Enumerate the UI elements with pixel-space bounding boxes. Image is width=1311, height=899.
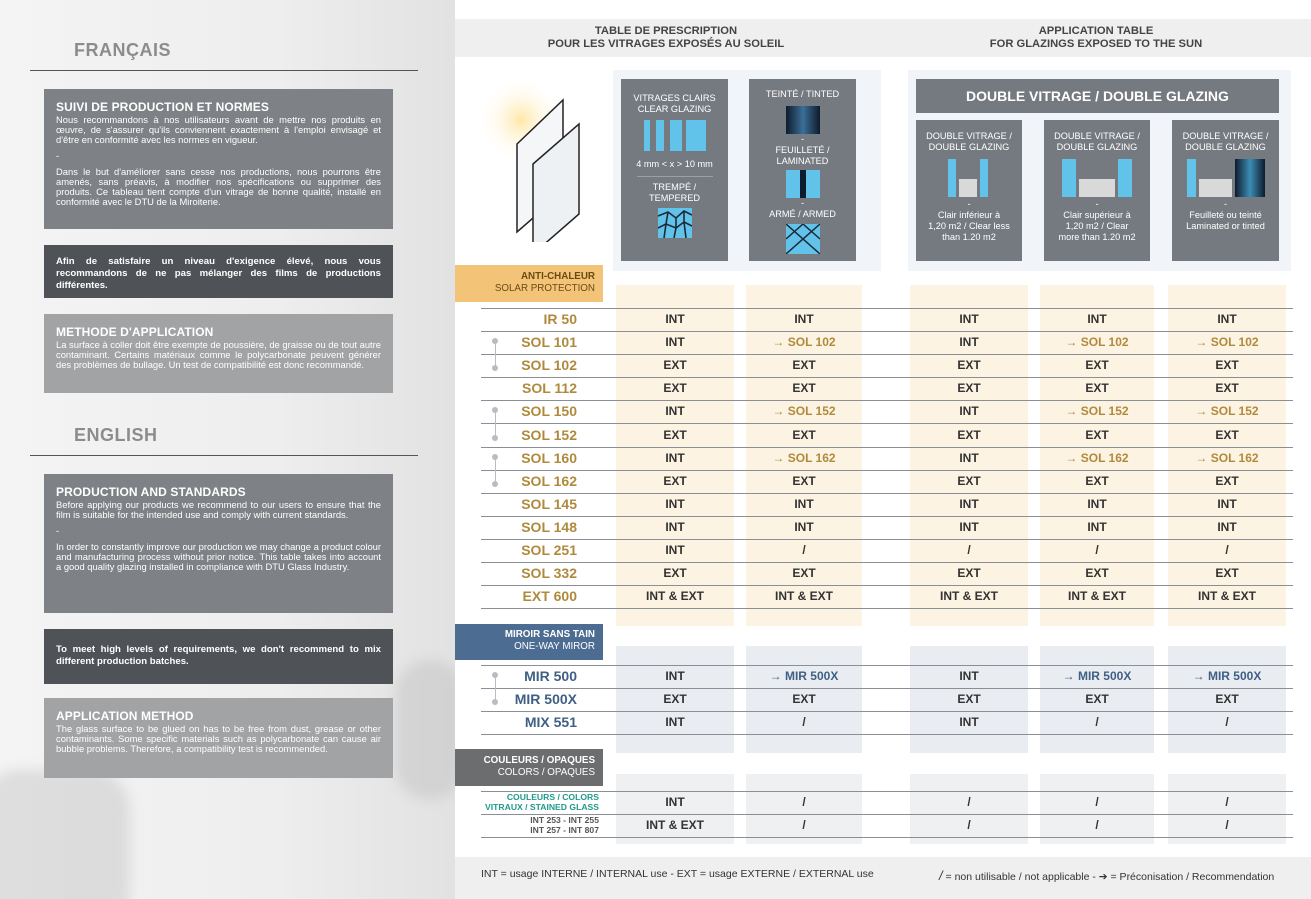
table-cell: EXT [1085,692,1109,706]
armed-label: ARMÉ / ARMED [769,209,836,219]
table-cell: INT [1087,496,1107,511]
legend-footer [455,857,1311,899]
en-production-title: PRODUCTION AND STANDARDS [56,485,246,499]
table-cell: INT [959,519,979,534]
table-cell: EXT [957,358,981,373]
tinted-glazing-card [749,79,856,261]
table-cell: INT [1217,496,1237,511]
clear-size: 4 mm < x > 10 mm [636,159,713,169]
double1-desc-2: 1,20 m2 / Clear less [928,221,1010,231]
table-cell: EXT [1215,358,1239,373]
table-cell: INT [959,404,979,419]
table-cell: EXT [663,473,687,488]
row-divider [481,711,1293,712]
slash-symbol: / [939,868,943,883]
row-divider [481,423,1293,424]
legend-right [939,868,1274,883]
table-cell: INT [794,312,814,326]
french-heading: FRANÇAIS [74,40,171,60]
row-divider [481,814,1293,815]
double-glazing-card-1 [916,120,1022,261]
table-cell: EXT [792,427,816,442]
header-english-line2: FOR GLAZINGS EXPOSED TO THE SUN [989,38,1203,50]
table-cell: EXT [1215,692,1239,706]
double2-title-2: DOUBLE GLAZING [1056,142,1138,152]
double3-title-1: DOUBLE VITRAGE / [1182,131,1269,141]
double2-title-1: DOUBLE VITRAGE / [1054,131,1140,141]
table-cell: EXT [1215,427,1239,442]
header-english [945,25,1247,51]
laminated-glass-icon [786,170,820,198]
table-cell: INT [665,496,685,511]
double2-dash: - [1095,199,1099,209]
table-cell: → MIR 500X [1192,669,1262,683]
link-line [495,341,496,366]
en-requirement-text: To meet high levels of requirements, we don't recommend to mix different production batches. [56,644,381,667]
table-cell: INT [665,335,685,350]
row-label: MIR 500X [514,691,577,707]
fr-method-text: La surface à coller doit être exempte de poussière, de graisse ou de tout autre contaminant. Certains matériaux comme le polycarbonate peuvent générer des problèmes de bullage. Un test de compatibilité est donc recommandé. [56,339,381,370]
clear-glass-icon [644,120,706,152]
row-divider [481,791,1293,792]
table-cell: EXT [957,473,981,488]
row-label: IR 50 [543,311,577,327]
double2-desc-2: 1,20 m2 / Clear [1065,221,1129,231]
solar-section-fr: ANTI-CHALEUR [520,271,595,282]
row-divider [481,585,1293,586]
colors-col-bg-2 [746,774,862,844]
sun-glass-illustration [473,72,593,242]
row-label: SOL 145 [521,495,577,512]
row-divider [481,447,1293,448]
fr-method-title: METHODE D'APPLICATION [56,325,214,339]
table-cell: INT [665,795,685,809]
table-cell: / [802,795,806,809]
en-production-separator: - [56,525,60,536]
table-cell: INT & EXT [645,589,704,604]
double3-dash: - [1223,199,1228,209]
table-cell: INT & EXT [1197,589,1256,604]
tempered-glass-icon [658,208,692,238]
row-divider [481,493,1293,494]
table-cell: EXT [957,381,981,396]
row-label: SOL 160 [521,449,577,466]
table-cell: INT & EXT [939,589,998,604]
double-glazing-banner [916,79,1279,113]
double-glazing-large-icon [1062,159,1132,199]
table-cell: → SOL 152 [772,404,836,419]
link-line [495,457,496,482]
link-dot [492,435,498,441]
link-line [495,675,496,700]
table-cell: → SOL 162 [1065,450,1129,465]
tinted-dash-2: - [800,198,805,208]
french-divider [30,70,418,71]
double3-desc-1: Feuilleté ou teinté [1189,210,1262,220]
double3-title-2: DOUBLE GLAZING [1185,142,1266,152]
table-cell: INT [959,715,979,729]
table-cell: → SOL 152 [1065,404,1129,419]
hand-shadow-decoration-right [395,660,455,800]
table-cell: / [802,715,806,729]
en-production-text-1: Before applying our products we recommend to our users to ensure that the film is suitable for the intended use and comply with current standards. [56,499,381,520]
row-label: SOL 332 [521,565,577,582]
row-divider [481,516,1293,517]
arrow-icon: ➔ [1098,871,1108,883]
double1-desc-3: than 1.20 m2 [942,232,996,242]
table-cell: EXT [792,692,816,706]
color-row-label-line1: COULEURS / COLORS [506,792,599,802]
row-divider [481,562,1293,563]
table-cell: EXT [792,473,816,488]
fr-production-title: SUIVI DE PRODUCTION ET NORMES [56,100,269,114]
table-cell: / [802,543,806,557]
row-divider [481,688,1293,689]
table-cell: / [967,543,971,557]
tinted-title: TEINTÉ / TINTED [765,89,840,99]
armed-glass-icon [786,224,820,254]
colors-col-bg-5 [1168,774,1286,844]
double2-desc-1: Clair supérieur à [1063,210,1131,220]
color-row-label-line2: INT 257 - INT 807 [530,825,599,835]
table-cell: EXT [1085,381,1109,396]
table-cell: EXT [792,381,816,396]
table-cell: → SOL 162 [772,450,836,465]
legend-left: INT = usage INTERNE / INTERNAL use - EXT = usage EXTERNE / EXTERNAL use [481,868,874,880]
table-cell: EXT [1085,566,1109,581]
hand-shadow-decoration [0,770,130,899]
table-cell: EXT [663,427,687,442]
row-divider [481,665,1293,666]
row-divider [481,308,1293,309]
fr-method-box [44,314,393,393]
mirror-section-fr: MIROIR SANS TAIN [504,629,595,640]
double-glazing-banner-text: DOUBLE VITRAGE / DOUBLE GLAZING [966,88,1229,104]
row-label: SOL 102 [521,357,577,374]
table-cell: INT [959,335,979,350]
table-cell: EXT [1215,566,1239,581]
table-cell: / [1095,795,1099,809]
colors-section-en: COLORS / OPAQUES [497,767,595,778]
row-label: SOL 162 [521,472,577,489]
link-line [495,410,496,435]
table-cell: EXT [663,566,687,581]
double3-desc-2: Laminated or tinted [1186,221,1265,231]
table-cell: INT [959,496,979,511]
table-cell: INT [794,519,814,534]
table-cell: EXT [1215,381,1239,396]
header-french [515,25,817,51]
laminated-label-1: FEUILLETÉ / [775,145,830,155]
table-cell: INT [1217,519,1237,534]
table-cell: EXT [957,692,981,706]
row-label: SOL 150 [521,403,577,420]
en-method-title: APPLICATION METHOD [56,709,194,723]
table-cell: → SOL 152 [1195,404,1259,419]
mirror-section-band [455,624,603,660]
colors-col-bg-1 [616,774,734,844]
row-label: SOL 148 [521,518,577,535]
colors-section-band [455,749,603,786]
fr-requirement-box [44,245,393,298]
clear-title-1: VITRAGES CLAIRS [633,93,716,103]
fr-production-text-1: Nous recommandons à nos utilisateurs avant de mettre nos produits en œuvre, de s'assurer qu'ils conviennent exactement à l'emploi envisagé et d'être en conformité avec les normes en vigueur. [56,114,381,145]
link-dot [492,454,498,460]
en-production-text-2: In order to constantly improve our production we may change a product colour and manufacturing process without prior notice. This table takes into account a good quality glazing installed in compliance with DTU Glass Industry. [56,541,381,572]
table-cell: INT & EXT [645,818,704,832]
table-cell: INT & EXT [1067,589,1126,604]
table-cell: INT [665,669,685,683]
header-french-line1: TABLE DE PRESCRIPTION [594,25,738,37]
table-cell: / [802,818,806,832]
fr-production-separator: - [56,150,60,161]
colors-col-bg-4 [1040,774,1154,844]
table-cell: / [1095,818,1099,832]
solar-section-en: SOLAR PROTECTION [494,283,595,294]
tempered-label-1: TREMPÉ / [652,182,697,192]
link-dot [492,672,498,678]
table-cell: INT [665,543,685,557]
table-cell: → SOL 102 [1065,335,1129,350]
table-cell: INT [794,496,814,511]
double-glazing-card-2 [1044,120,1150,261]
table-cell: EXT [1085,473,1109,488]
color-row-label-line1: INT 253 - INT 255 [530,815,599,825]
clear-divider [637,176,713,177]
row-divider [481,354,1293,355]
table-cell: → MIR 500X [1062,669,1132,683]
fr-production-text-2: Dans le but d'améliorer sans cesse nos productions, nous pourrons être amenés, sans préavis, à modifier nos spécifications ou supprimer des produits. Ce tableau tient compte d'un vitrage de bonne qualité, installé en conformité avec le DTU de la Miroiterie. [56,166,381,207]
table-cell: EXT [663,692,687,706]
fr-requirement-text: Afin de satisfaire un niveau d'exigence élevé, nous vous recommandons de ne pas mélanger des films de productions différentes. [56,256,381,291]
header-french-line2: POUR LES VITRAGES EXPOSÉS AU SOLEIL [547,38,785,50]
row-divider [481,608,1293,609]
table-cell: → SOL 102 [772,335,836,350]
row-divider [481,400,1293,401]
double-glazing-card-3 [1172,120,1279,261]
table-cell: EXT [1085,427,1109,442]
colors-section-fr: COULEURS / OPAQUES [483,755,595,766]
table-cell: INT [959,312,979,326]
table-cell: EXT [957,427,981,442]
double-glazing-laminated-icon [1187,159,1265,199]
row-divider [481,470,1293,471]
table-cell: INT [665,715,685,729]
double-glazing-small-icon [948,159,990,199]
table-cell: EXT [792,358,816,373]
table-cell: INT [665,519,685,534]
table-cell: EXT [663,381,687,396]
tinted-glass-icon [786,106,820,134]
row-label: MIR 500 [524,668,577,684]
laminated-label-2: LAMINATED [776,156,829,166]
table-cell: / [1225,715,1229,729]
row-label: SOL 152 [521,426,577,443]
colors-col-bg-3 [910,774,1028,844]
clear-glazing-card [621,79,728,261]
double1-title-2: DOUBLE GLAZING [928,142,1010,152]
color-row-label [467,792,599,812]
table-cell: INT [665,404,685,419]
english-heading: ENGLISH [74,425,158,445]
link-dot [492,699,498,705]
table-cell: / [1225,818,1229,832]
table-cell: INT [665,312,685,326]
table-cell: EXT [1085,358,1109,373]
row-label: SOL 251 [521,542,577,558]
table-cell: → MIR 500X [769,669,839,683]
table-cell: INT [1087,312,1107,326]
row-divider [481,837,1293,838]
table-cell: INT [959,450,979,465]
table-header [455,19,1311,57]
table-cell: / [1225,543,1229,557]
double1-desc-1: Clair inférieur à [937,210,1001,220]
row-label: EXT 600 [522,588,577,605]
table-cell: INT [665,450,685,465]
table-cell: / [1095,543,1099,557]
en-production-box [44,474,393,613]
row-divider [481,331,1293,332]
table-cell: INT [959,669,979,683]
table-cell: EXT [663,358,687,373]
double1-dash: - [967,199,971,209]
table-cell: → SOL 162 [1195,450,1259,465]
table-cell: INT [1087,519,1107,534]
header-english-line1: APPLICATION TABLE [1038,25,1154,37]
table-cell: / [1095,715,1099,729]
en-requirement-box [44,629,393,684]
row-divider [481,539,1293,540]
table-cell: → SOL 102 [1195,335,1259,350]
color-row-label [467,815,599,835]
mirror-section-en: ONE-WAY MIROR [514,641,595,652]
row-divider [481,377,1293,378]
table-cell: INT [1217,312,1237,326]
double1-title-1: DOUBLE VITRAGE / [926,131,1012,141]
table-cell: EXT [792,566,816,581]
fr-production-box [44,89,393,229]
en-method-text: The glass surface to be glued on has to be free from dust, grease or other contaminants. Some specific materials such as polycarbonate can cause air bubble problems. Therefore, a compatibility test is recommended. [56,723,381,754]
table-cell: EXT [1215,473,1239,488]
tempered-label-2: TEMPERED [648,193,701,203]
row-divider [481,734,1293,735]
row-label: SOL 112 [521,380,577,397]
double2-desc-3: more than 1.20 m2 [1058,232,1136,242]
table-cell: / [967,818,971,832]
solar-section-band [455,265,603,302]
row-label: SOL 101 [521,334,577,351]
english-divider [30,455,418,456]
table-cell: INT & EXT [774,589,833,604]
table-cell: / [1225,795,1229,809]
table-cell: / [967,795,971,809]
table-cell: EXT [957,566,981,581]
clear-title-2: CLEAR GLAZING [637,104,712,114]
row-label: MIX 551 [524,714,577,730]
right-panel [455,0,1311,899]
left-panel [0,0,455,899]
color-row-label-line2: VITRAUX / STAINED GLASS [485,802,599,812]
en-method-box [44,698,393,778]
legend-not-applicable: = non utilisable / not applicable - [942,871,1099,883]
legend-recommendation: = Préconisation / Recommendation [1107,871,1275,883]
link-dot [492,481,498,487]
tinted-dash-1: - [800,134,805,144]
